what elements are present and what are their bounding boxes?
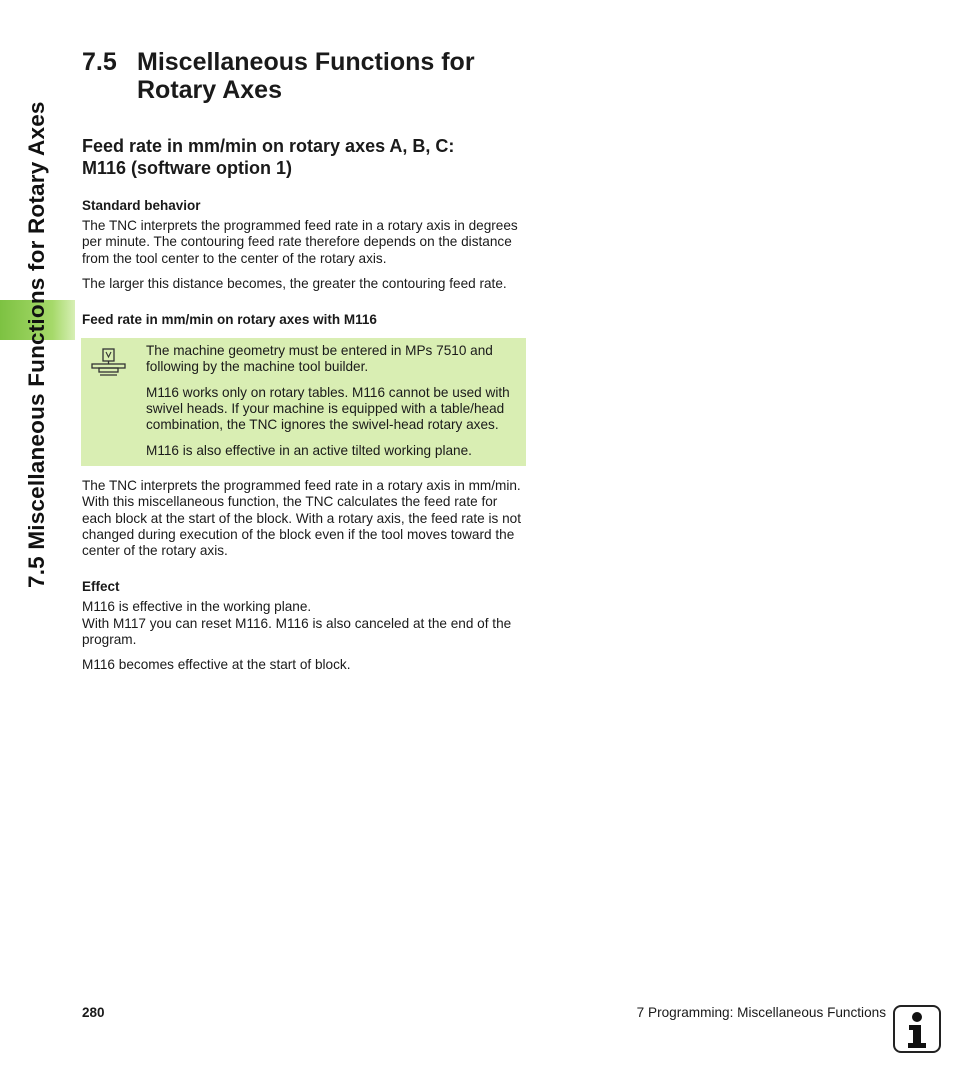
section-number: 7.5	[82, 48, 117, 76]
section-title-line1: Miscellaneous Functions for	[137, 48, 475, 76]
subsection-heading	[82, 135, 527, 179]
standard-behavior-heading: Standard behavior	[82, 198, 201, 213]
machine-tool-icon	[81, 343, 146, 459]
effect-heading: Effect	[82, 579, 120, 595]
m116-heading: Feed rate in mm/min on rotary axes with M116	[82, 312, 377, 328]
sidebar-section-title: 7.5 Miscellaneous Functions for Rotary Axes	[24, 101, 49, 588]
footer-chapter-title: 7 Programming: Miscellaneous Functions	[636, 1005, 886, 1020]
m116-description: The TNC interprets the programmed feed rate in a rotary axis in mm/min. With this miscellaneous function, the TNC calculates the feed rate for each block at the start of the block. With a rotary axis, the feed rate is not changed during execution of the block even if the tool moves toward the center of the rotary axis.	[82, 477, 521, 559]
note-text	[146, 343, 526, 459]
note-paragraph-2: M116 works only on rotary tables. M116 cannot be used with swivel heads. If your machine is equipped with a table/head combination, the TNC ignores the swivel-head rotary axes.	[146, 384, 510, 433]
main-content	[82, 48, 527, 683]
note-paragraph-3: M116 is also effective in an active tilted working plane.	[146, 442, 472, 458]
machine-note-box	[81, 338, 526, 466]
info-icon[interactable]	[893, 1005, 941, 1053]
subsection-title-line2: M116 (software option 1)	[82, 158, 293, 178]
page-number: 280	[82, 1005, 105, 1020]
section-heading	[82, 48, 527, 104]
section-title-line2: Rotary Axes	[137, 76, 282, 104]
effect-line-1: M116 is effective in the working plane.	[82, 599, 312, 615]
subsection-title-line1: Feed rate in mm/min on rotary axes A, B, C:	[82, 136, 455, 156]
effect-paragraph-1	[82, 599, 527, 648]
effect-line-2: With M117 you can reset M116. M116 is also canceled at the end of the program.	[82, 615, 512, 648]
note-paragraph-1: The machine geometry must be entered in MPs 7510 and following by the machine tool builder.	[146, 343, 493, 375]
effect-paragraph-2: M116 becomes effective at the start of block.	[82, 657, 351, 673]
standard-behavior-paragraph-2: The larger this distance becomes, the greater the contouring feed rate.	[82, 275, 507, 291]
section-title	[137, 48, 475, 104]
standard-behavior-paragraph-1: The TNC interprets the programmed feed rate in a rotary axis in degrees per minute. The contouring feed rate therefore depends on the distance from the tool center to the center of the rotary axis.	[82, 218, 518, 266]
